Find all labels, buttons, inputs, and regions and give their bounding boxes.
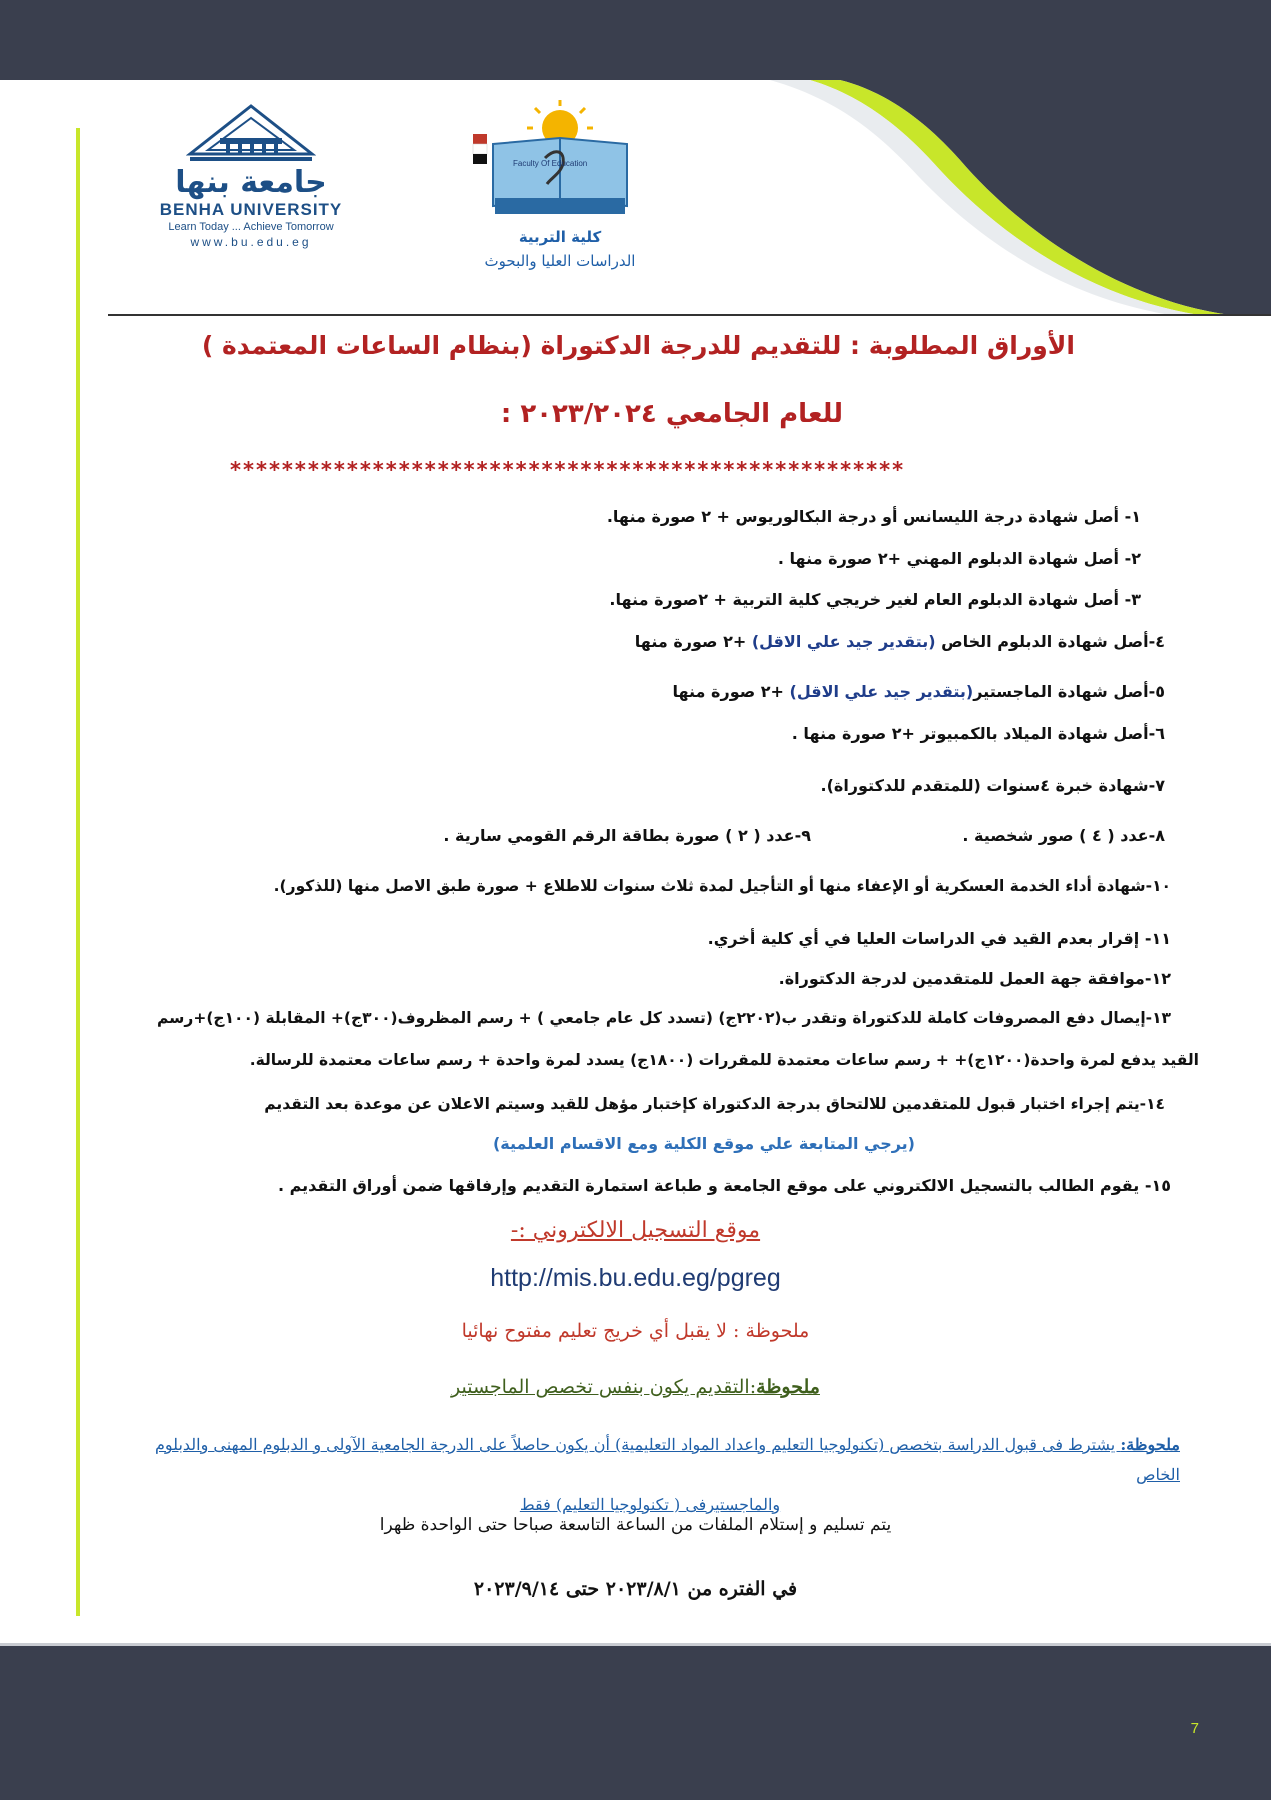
note-label: ملحوظة <box>756 1376 820 1398</box>
note-edtech-requirement <box>120 1430 1180 1520</box>
item-4-copies: +٢ صورة منها <box>634 632 752 651</box>
requirement-item-4 <box>635 632 1165 651</box>
bottom-band <box>0 1643 1271 1800</box>
header-divider <box>108 314 1271 316</box>
item-5-text: ٥-أصل شهادة الماجستير <box>973 682 1165 701</box>
requirement-item-13: ١٣-إيصال دفع المصروفات كاملة للدكتوراة وتقدر ب(٢٢٠٢ج) (تسدد كل عام جامعي ) + رسم المظروف(٣٠٠ج)+ المقابلة (١٠٠ج)+رسم <box>157 1009 1171 1027</box>
requirement-item-13-cont: القيد يدفع لمرة واحدة(١٢٠٠ج)+ + رسم ساعات معتمدة للمقررات (١٨٠٠ج) يسدد لمرة واحدة + رسم ساعات معتمدة للرسالة. <box>249 1051 1199 1069</box>
requirement-item-14: ١٤-يتم إجراء اختبار قبول للمتقدمين للالتحاق بدرجة الدكتوراة كإختبار مؤهل للقيد وسيتم الاعلان عن موعدة بعد التقديم <box>264 1095 1165 1113</box>
requirement-item-3: ٣- أصل شهادة الدبلوم العام لغير خريجي كلية التربية + ٢صورة منها. <box>609 590 1141 609</box>
note-same-specialization <box>0 1376 1271 1398</box>
note-edtech-line1: يشترط فى قبول الدراسة بتخصص (تكنولوجيا التعليم واعداد المواد التعليمية) أن يكون حاصلاً على الدرجة الجامعية الآولى و الدبلوم المهنى والدبلوم الخاص <box>154 1435 1180 1484</box>
requirement-item-11: ١١- إقرار بعدم القيد في الدراسات العليا في أي كلية أخري. <box>707 929 1171 948</box>
application-period-note: في الفتره من ٢٠٢٣/٨/١ حتى ٢٠٢٣/٩/١٤ <box>473 1578 798 1600</box>
requirement-item-5 <box>672 682 1165 701</box>
requirement-item-9: ٩-عدد ( ٢ ) صورة بطاقة الرقم القومي سارية . <box>443 826 811 845</box>
benha-university-logo <box>140 104 362 266</box>
faculty-logo-text: Faculty Of Education <box>513 159 588 168</box>
faculty-of-education-logo <box>460 98 660 278</box>
item-4-grade: (بتقدير جيد علي الاقل) <box>751 632 936 651</box>
page-number: 7 <box>1190 1720 1199 1737</box>
faculty-name-ar: كلية التربية <box>518 228 602 246</box>
requirement-item-2: ٢- أصل شهادة الدبلوم المهني +٢ صورة منها . <box>777 549 1141 568</box>
university-website: www.bu.edu.eg <box>190 235 312 249</box>
university-tagline: Learn Today ... Achieve Tomorrow <box>168 221 334 233</box>
faculty-department-ar: الدراسات العليا والبحوث <box>484 252 636 270</box>
document-subtitle: للعام الجامعي ٢٠٢٣/٢٠٢٤ : <box>500 399 843 429</box>
requirement-item-1: ١- أصل شهادة درجة الليسانس أو درجة البكالوريوس + ٢ صورة منها. <box>606 507 1141 526</box>
requirement-item-15: ١٥- يقوم الطالب بالتسجيل الالكتروني على موقع الجامعة و طباعة استمارة التقديم وإرفاقها ضمن أوراق التقديم . <box>277 1176 1171 1195</box>
item-4-text: ٤-أصل شهادة الدبلوم الخاص <box>935 632 1165 651</box>
requirement-item-6: ٦-أصل شهادة الميلاد بالكمبيوتر +٢ صورة منها . <box>791 724 1165 743</box>
requirement-item-8: ٨-عدد ( ٤ ) صور شخصية . <box>962 826 1165 845</box>
separator-stars: **************************************************** <box>230 458 906 482</box>
note-open-education: ملحوظة : لا يقبل أي خريج تعليم مفتوح نهائيا <box>461 1320 810 1342</box>
item-5-copies: +٢ صورة منها <box>672 682 790 701</box>
note-edtech-label: ملحوظة: <box>1120 1435 1180 1454</box>
university-name-ar: جامعة بنها <box>175 165 327 200</box>
requirement-item-7: ٧-شهادة خبرة ٤سنوات (للمتقدم للدكتوراة). <box>820 776 1165 795</box>
faculty-emblem-icon <box>465 98 655 224</box>
university-name-en: BENHA UNIVERSITY <box>159 200 343 219</box>
registration-url-link[interactable]: http://mis.bu.edu.eg/pgreg <box>490 1264 781 1292</box>
document-title: الأوراق المطلوبة : للتقديم للدرجة الدكتوراة (بنظام الساعات المعتمدة ) <box>201 331 1075 360</box>
university-emblem-icon <box>186 104 316 166</box>
handover-hours-note: يتم تسليم و إستلام الملفات من الساعة التاسعة صباحا حتى الواحدة ظهرا <box>379 1515 892 1535</box>
requirement-item-10: ١٠-شهادة أداء الخدمة العسكرية أو الإعفاء منها أو التأجيل لمدة ثلاث سنوات للاطلاع + صورة طبق الاصل منها (للذكور). <box>273 877 1171 895</box>
requirement-item-14-note: (يرجي المتابعة علي موقع الكلية ومع الاقسام العلمية) <box>492 1134 915 1153</box>
item-5-grade: (بتقدير جيد علي الاقل) <box>789 682 974 701</box>
requirement-item-12: ١٢-موافقة جهة العمل للمتقدمين لدرجة الدكتوراة. <box>778 969 1171 988</box>
note-edtech-line2: والماجستيرفى ( تكنولوجيا التعليم) فقط <box>519 1495 781 1514</box>
registration-site-label: موقع التسجيل الالكتروني :- <box>510 1218 761 1243</box>
note-text: :التقديم يكون بنفس تخصص الماجستير <box>451 1376 757 1398</box>
